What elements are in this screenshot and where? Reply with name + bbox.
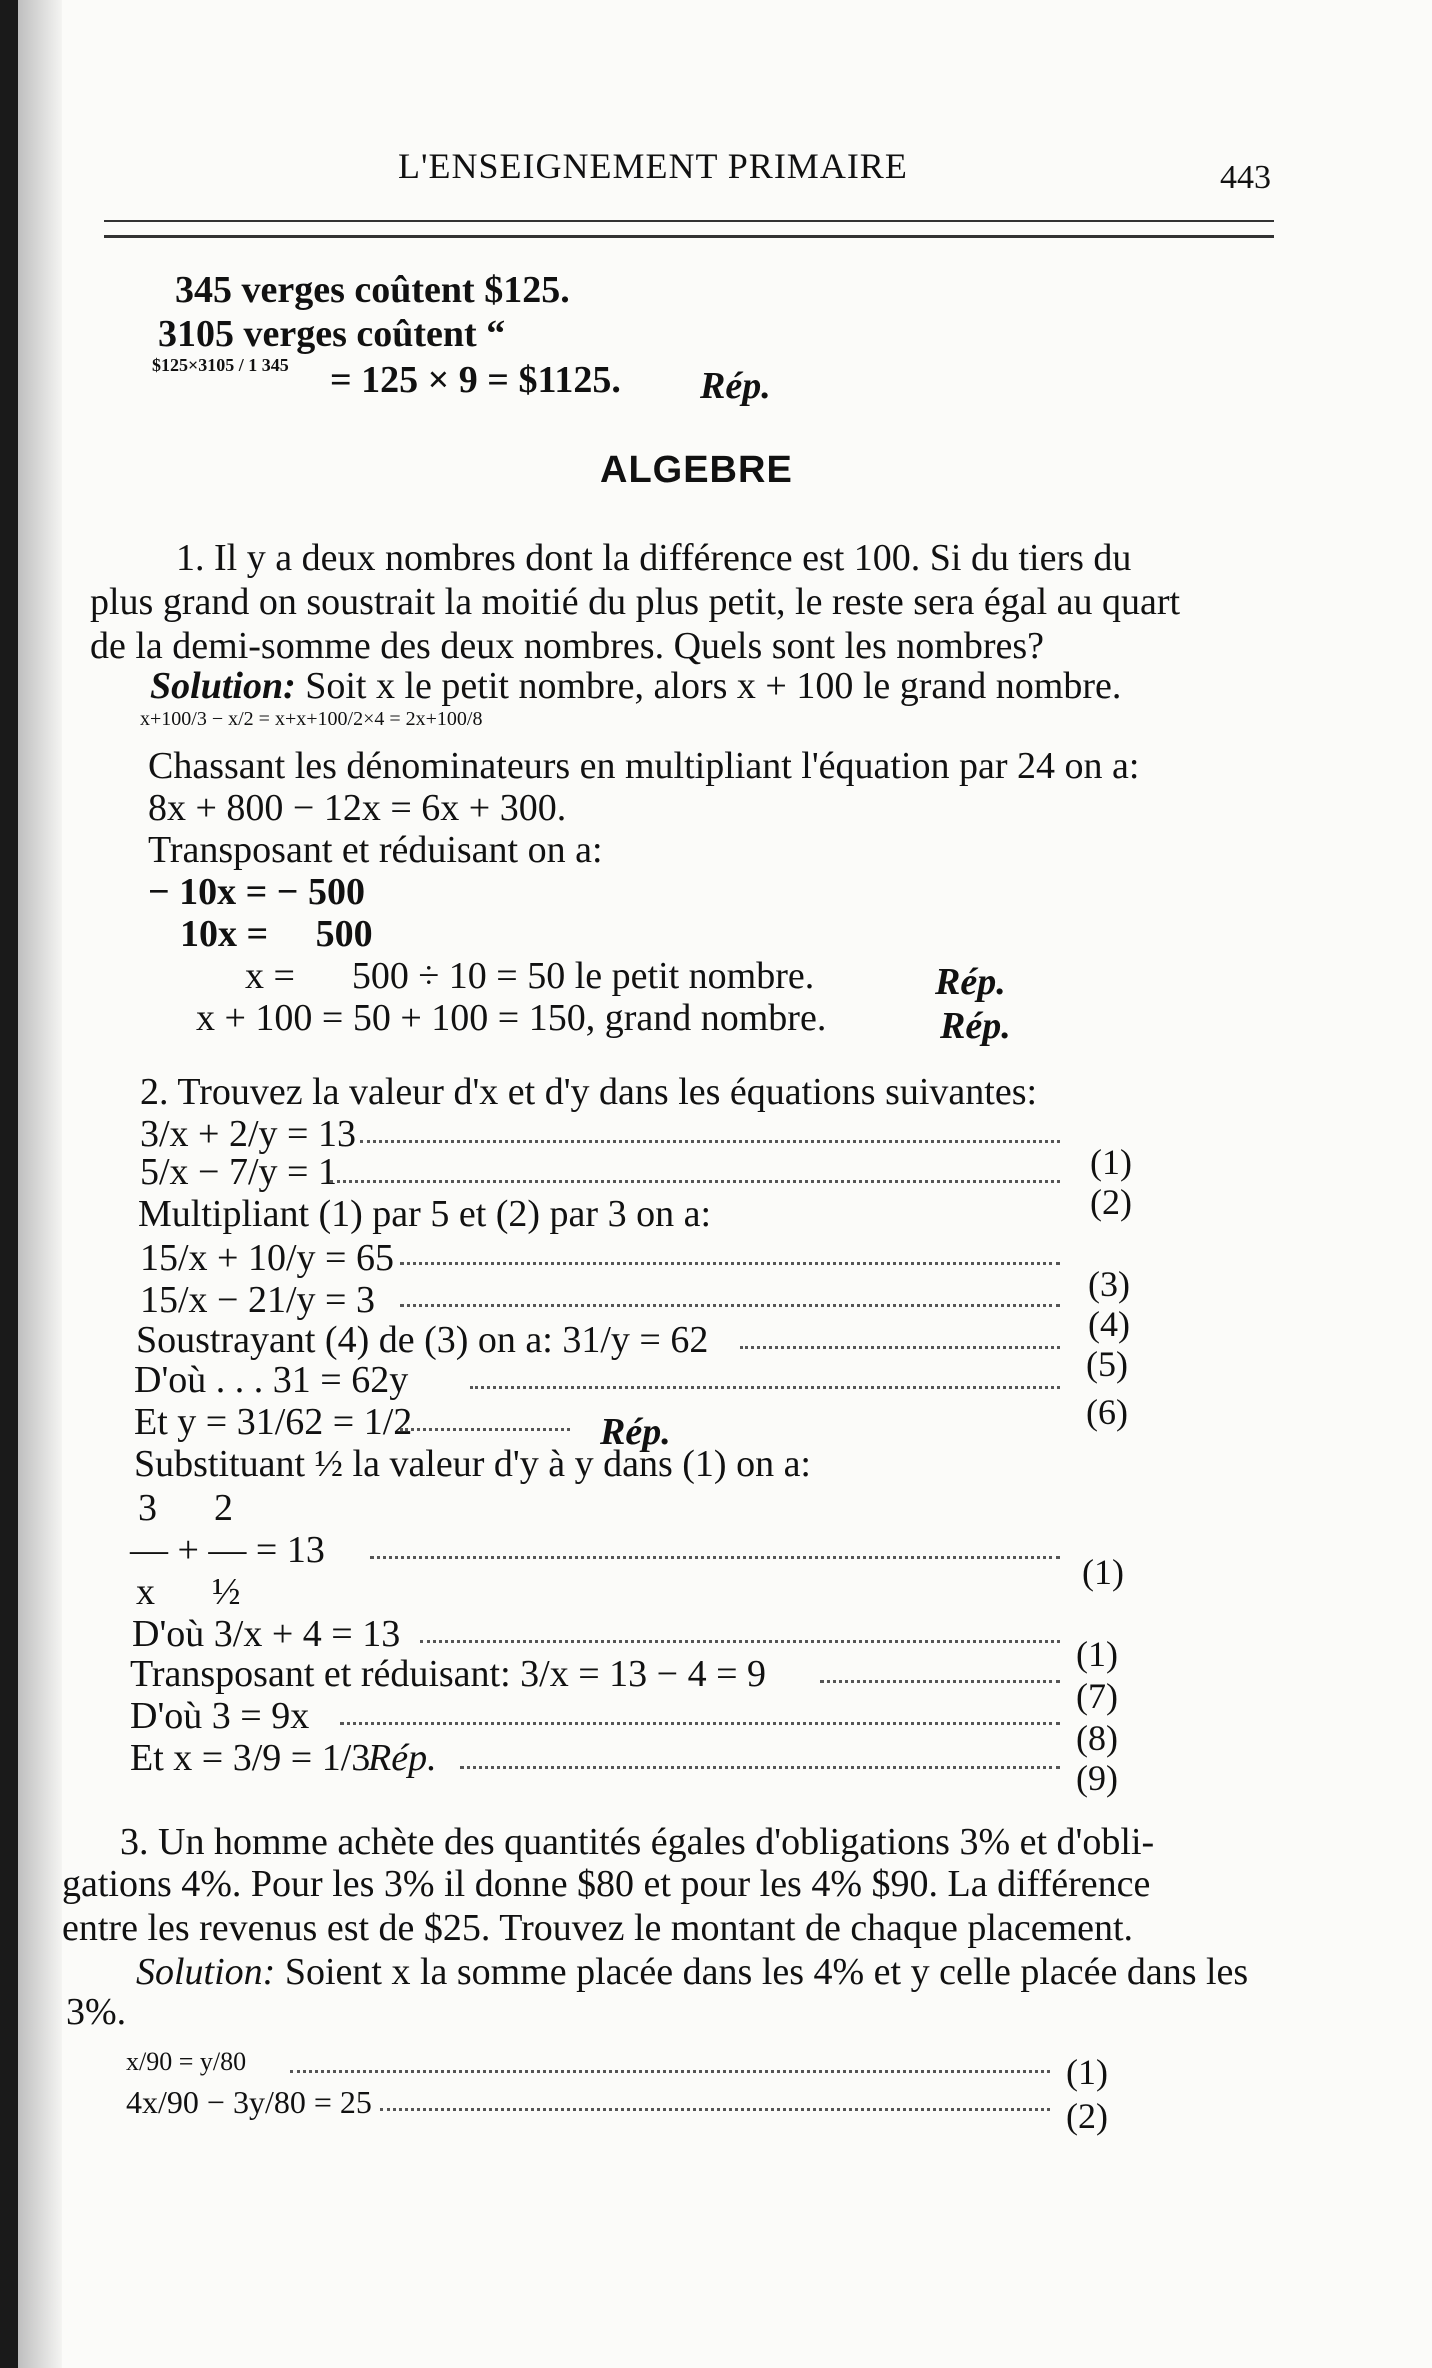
problem2-etx-rep: Rép. [368, 1737, 437, 1779]
intro-result: = 125 × 9 = $1125. [330, 359, 621, 401]
eq-label: (1) [1082, 1552, 1124, 1592]
problem2-etx: Et x = 3/9 = 1/3 [130, 1737, 371, 1779]
eq-label: (4) [1088, 1304, 1130, 1344]
dot-leader [340, 1722, 1060, 1725]
problem1-transposant: Transposant et réduisant on a: [148, 829, 603, 871]
problem2-dou3: D'où 3 = 9x [130, 1695, 310, 1737]
solution-text: Soit x le petit nombre, alors x + 100 le grand nombre. [295, 665, 1122, 707]
eq-label: (1) [1090, 1142, 1132, 1182]
problem1-eq3: 10x = 500 [180, 913, 373, 955]
problem2-ety: Et y = 31/62 = 1/2 [134, 1401, 413, 1443]
eq-label: (9) [1076, 1758, 1118, 1798]
solution-text: Soient x la somme placée dans les 4% et y celle placée dans les [275, 1951, 1249, 1993]
dot-leader [740, 1346, 1060, 1349]
problem2-frac-line: — + — = 13 [130, 1529, 325, 1571]
problem1-eq5-rep: Rép. [940, 1005, 1011, 1047]
solution-label: Solution: [150, 665, 296, 707]
dot-leader [330, 1180, 1060, 1183]
problem1-chassant: Chassant les dénominateurs en multipliant l'équation par 24 on a: [148, 745, 1140, 787]
dot-leader [400, 1262, 1060, 1265]
page-number: 443 [1220, 159, 1271, 196]
problem3-line-2: gations 4%. Pour les 3% il donne $80 et pour les 4% $90. La différence [62, 1863, 1151, 1905]
section-title: ALGEBRE [600, 449, 793, 491]
dot-leader [290, 2070, 1050, 2073]
eq-label: (1) [1076, 1634, 1118, 1674]
problem3-line-3: entre les revenus est de $25. Trouvez le montant de chaque placement. [62, 1907, 1134, 1949]
eq-label: (2) [1066, 2096, 1108, 2136]
problem2-transp: Transposant et réduisant: 3/x = 13 − 4 = 9 [130, 1653, 767, 1695]
eq-label: (6) [1086, 1392, 1128, 1432]
problem1-eq5: x + 100 = 50 + 100 = 150, grand nombre. [196, 997, 827, 1039]
problem2-title: 2. Trouvez la valeur d'x et d'y dans les équations suivantes: [140, 1071, 1038, 1113]
problem2-subst: Substituant ½ la valeur d'y à y dans (1) on a: [134, 1443, 811, 1485]
problem2-eq2: 5/x − 7/y = 1 [140, 1151, 337, 1193]
problem3-solution [136, 1950, 1248, 1994]
problem2-ety-rep: Rép. [600, 1411, 671, 1453]
problem3-solution-cont: 3%. [66, 1991, 127, 2033]
dot-leader [820, 1680, 1060, 1683]
intro-line-1: 345 verges coûtent $125. [175, 269, 570, 311]
eq-label: (5) [1086, 1344, 1128, 1384]
dot-leader [370, 1556, 1060, 1559]
intro-line-2: 3105 verges coûtent “ [158, 313, 506, 355]
problem3-eq2: 4x/90 − 3y/80 = 25 [126, 2084, 372, 2120]
dot-leader [400, 1304, 1060, 1307]
dot-leader [360, 1140, 1060, 1143]
eq-label: (2) [1090, 1182, 1132, 1222]
dot-leader [380, 2108, 1050, 2111]
problem2-dou2: D'où 3/x + 4 = 13 [132, 1613, 401, 1655]
problem2-frac-numerators: 3 2 [138, 1487, 233, 1529]
header-rule-bottom [104, 235, 1274, 238]
problem2-eq3: 15/x + 10/y = 65 [140, 1237, 394, 1279]
solution-label: Solution: [136, 1951, 276, 1993]
problem3-line-1: 3. Un homme achète des quantités égales d'obligations 3% et d'obli- [120, 1821, 1155, 1863]
page-spine-shadow [18, 0, 62, 2368]
eq-label: (3) [1088, 1264, 1130, 1304]
problem1-solution [150, 664, 1121, 708]
problem2-frac-denominators: x ½ [136, 1571, 241, 1613]
eq-label: (8) [1076, 1718, 1118, 1758]
problem1-eq4-rep: Rép. [935, 961, 1006, 1003]
problem2-sous: Soustrayant (4) de (3) on a: 31/y = 62 [136, 1319, 709, 1361]
problem2-dou1: D'où . . . 31 = 62y [134, 1359, 409, 1401]
eq-label: (7) [1076, 1676, 1118, 1716]
eq-label: (1) [1066, 2052, 1108, 2092]
problem1-eq4: x = 500 ÷ 10 = 50 le petit nombre. [245, 955, 815, 997]
intro-rep: Rép. [700, 365, 771, 407]
dot-leader [420, 1640, 1060, 1643]
problem1-line-3: de la demi-somme des deux nombres. Quels sont les nombres? [90, 625, 1045, 667]
problem3-eq1: x/90 = y/80 [126, 2047, 247, 2076]
problem1-fraction-equation: x+100/3 − x/2 = x+x+100/2×4 = 2x+100/8 [140, 708, 483, 730]
problem1-line-2: plus grand on soustrait la moitié du plus petit, le reste sera égal au quart [90, 581, 1181, 623]
problem2-mult: Multipliant (1) par 5 et (2) par 3 on a: [138, 1193, 712, 1235]
problem1-eq1: 8x + 800 − 12x = 6x + 300. [148, 787, 567, 829]
problem1-eq2: − 10x = − 500 [148, 871, 365, 913]
dot-leader [400, 1428, 570, 1431]
dot-leader [460, 1766, 1060, 1769]
dot-leader [470, 1386, 1060, 1389]
intro-fraction: $125×3105 / 1 345 [152, 355, 289, 375]
header-rule-top [104, 220, 1274, 222]
running-header: L'ENSEIGNEMENT PRIMAIRE [398, 146, 908, 186]
problem2-eq1: 3/x + 2/y = 13 [140, 1113, 356, 1155]
problem2-eq4: 15/x − 21/y = 3 [140, 1279, 375, 1321]
problem1-line-1: 1. Il y a deux nombres dont la différence est 100. Si du tiers du [176, 537, 1132, 579]
